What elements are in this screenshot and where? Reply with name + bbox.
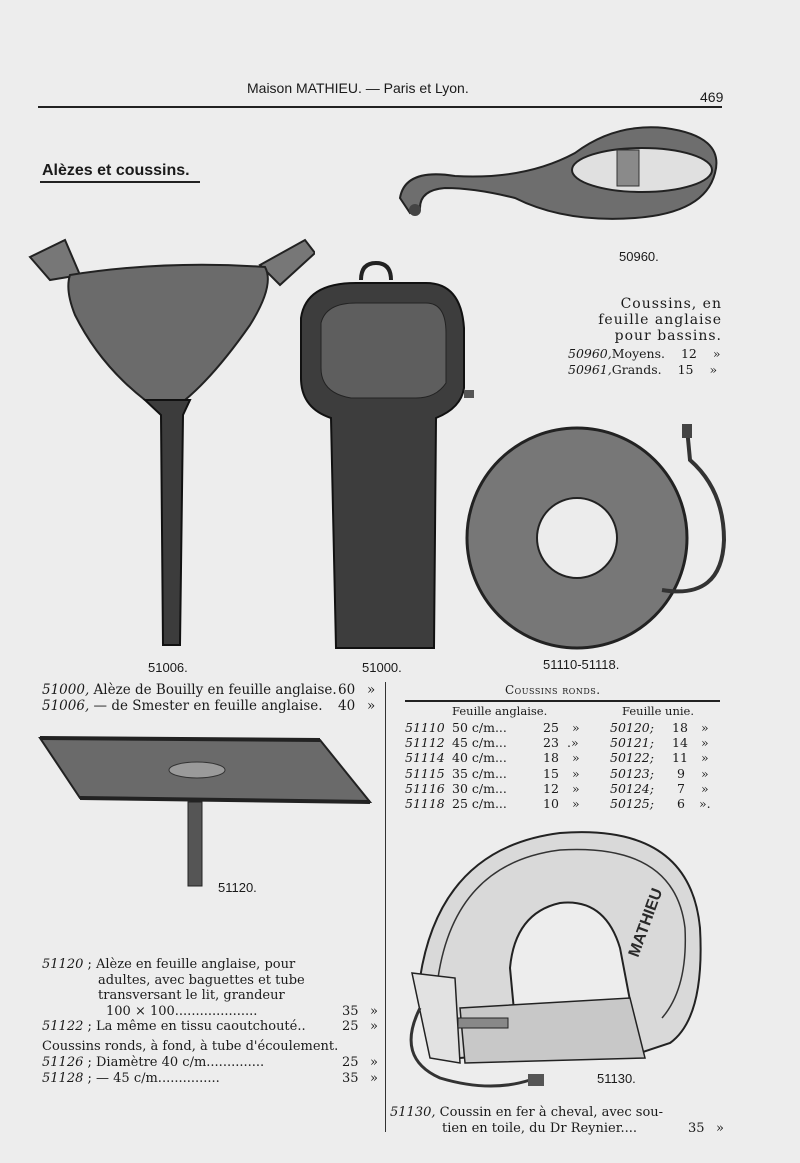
table-code-anglaise: 51115 [405,765,445,781]
table-price-unie: 18 [672,720,688,735]
section-title-underline [40,181,200,183]
tray-code: 51122 [42,1019,84,1034]
table-mark: » [572,750,580,766]
bassin-caption [540,296,722,344]
table-title: Coussins ronds. [505,683,601,697]
table-mark: » [701,735,709,751]
table-price-unie: 14 [672,735,688,751]
horseshoe-line [390,1121,730,1137]
tray-price: 25 [342,1019,359,1034]
table-code-unie: 50120; [610,720,654,735]
ring-ref: 51110-51118. [543,657,620,672]
tray-desc-line: adultes, avec baguettes et tube [98,972,305,988]
table-code-unie: 50122; [610,750,654,766]
running-header: Maison MATHIEU. — Paris et Lyon. [247,80,469,96]
column-rule [385,682,386,1132]
ring-cushion-illustration [462,420,732,652]
bassin-caption-line: Coussins, en [620,296,722,312]
table-mark: .» [567,735,579,751]
round-cushion-price: 35 [342,1071,359,1086]
round-cushion-price: 25 [342,1055,359,1070]
tray-desc-line [42,957,382,973]
round-cushion-line: ; Diamètre 40 c/m.............. [87,1055,265,1070]
bassin-code: 50960, [568,346,612,361]
table-price-anglaise: 25 [543,720,559,735]
table-size: 25 c/m... [452,795,507,811]
bassin-price: 12 [680,346,697,361]
bassin-price-row [568,362,717,377]
tray-mark: » [370,1003,378,1019]
table-row [405,796,725,811]
bassin-mark: » [712,346,721,361]
table-price-unie: 9 [677,765,685,781]
aleze-mark: » [367,682,376,698]
table-col2-header: Feuille unie. [622,704,695,718]
page-number: 469 [700,89,724,105]
round-cushion-code: 51126 [42,1055,84,1070]
round-cushion-mark: » [370,1071,378,1086]
table-mark: » [701,750,709,766]
table-mark: » [701,765,709,781]
table-price-anglaise: 12 [543,780,559,796]
table-price-unie: 7 [677,780,685,796]
aleze-mark: » [367,698,376,714]
bassin-ref: 50960. [619,249,659,264]
round-cushion-code: 51128 [42,1071,84,1086]
bassin-code: 50961, [568,362,612,377]
table-code-anglaise: 51112 [405,735,445,751]
table-code-anglaise: 51114 [405,750,445,766]
bouilly-sheet-illustration [25,235,315,650]
horseshoe-code: 51130, [390,1105,436,1120]
bassin-price: 15 [677,362,694,377]
bassin-caption-line: pour bassins. [614,328,722,344]
round-cushion-mark: » [370,1055,378,1070]
table-code-unie: 50121; [610,735,654,751]
table-mark: » [701,720,709,735]
table-mark: » [572,795,580,811]
aleze-code: 51006, [42,698,90,714]
aleze-price: 40 [338,698,356,714]
table-size: 45 c/m... [452,735,507,751]
table-price-unie: 6 [677,795,685,811]
table-price-anglaise: 10 [543,795,559,811]
table-code-anglaise: 51110 [405,720,445,735]
table-code-anglaise: 51116 [405,780,445,796]
tray-line: ; La même en tissu caoutchouté.. [87,1019,306,1034]
table-size: 35 c/m... [452,765,507,781]
table-row [405,766,725,781]
horseshoe-cushion-illustration [400,828,710,1100]
round-cushion-heading: Coussins ronds, à fond, à tube d'écoulement. [42,1039,339,1054]
horseshoe-brand-text: MATHIEU [625,886,667,960]
horseshoe-line [390,1105,730,1121]
bassin-caption-line: feuille anglaise [598,312,722,328]
tray-line: 100 × 100.................... [106,1003,258,1019]
horseshoe-ref: 51130. [597,1071,636,1086]
bassin-mark: » [709,362,718,377]
table-row [405,735,725,750]
table-title-rule [405,700,720,702]
horseshoe-text: tien en toile, du Dr Reynier.... [442,1121,638,1136]
aleze-code: 51000, [42,682,90,698]
table-row [405,720,725,735]
smester-ref: 51000. [362,660,402,675]
table-row [405,750,725,765]
table-price-anglaise: 15 [543,765,559,781]
table-price-unie: 11 [672,750,688,766]
table-row [405,781,725,796]
tray-desc-line [42,1019,382,1035]
tray-description [42,957,382,1035]
round-cushion-line: ; — 45 c/m............... [87,1071,220,1086]
table-mark: » [701,780,709,796]
smester-sheet-illustration [296,258,476,653]
aleze-item [42,698,377,714]
horseshoe-price: 35 [688,1121,705,1136]
header-rule [38,106,722,108]
aleze-price: 60 [338,682,356,698]
tray-ref: 51120. [218,880,257,895]
horseshoe-text: Coussin en fer à cheval, avec sou- [439,1105,664,1120]
table-mark: » [572,720,580,735]
table-price-anglaise: 18 [543,750,559,766]
round-cushion-row [42,1055,382,1070]
table-col1-header: Feuille anglaise. [452,704,548,718]
tray-desc-line [42,1004,382,1020]
bouilly-ref: 51006. [148,660,188,675]
aleze-text: Alèze de Bouilly en feuille anglaise. [93,682,337,698]
price-table [405,720,725,811]
table-size: 40 c/m... [452,750,507,766]
tray-desc-line: transversant le lit, grandeur [98,988,285,1003]
tray-code: 51120 [42,957,84,972]
tray-mark: » [370,1019,378,1034]
table-code-anglaise: 51118 [405,795,445,811]
table-code-unie: 50125; [610,795,654,811]
table-mark: ». [699,795,711,811]
aleze-text: — de Smester en feuille anglaise. [93,698,323,714]
bassin-price-row [568,346,721,361]
horseshoe-description [390,1105,730,1137]
tray-line: ; Alèze en feuille anglaise, pour [87,957,296,972]
horseshoe-mark: » [716,1121,724,1136]
table-mark: » [572,780,580,796]
section-title: Alèzes et coussins. [42,162,190,179]
table-code-unie: 50124; [610,780,654,796]
table-price-anglaise: 23 [543,735,559,751]
bassin-label: Grands. [611,362,662,377]
tray-illustration [35,730,375,890]
bedpan-cushion-illustration [395,118,725,228]
table-size: 50 c/m... [452,720,507,735]
bassin-label: Moyens. [611,346,665,361]
table-mark: » [572,765,580,781]
table-code-unie: 50123; [610,765,654,781]
tray-price: 35 [342,1003,359,1019]
aleze-item [42,682,377,698]
round-cushion-row [42,1071,382,1086]
table-size: 30 c/m... [452,780,507,796]
